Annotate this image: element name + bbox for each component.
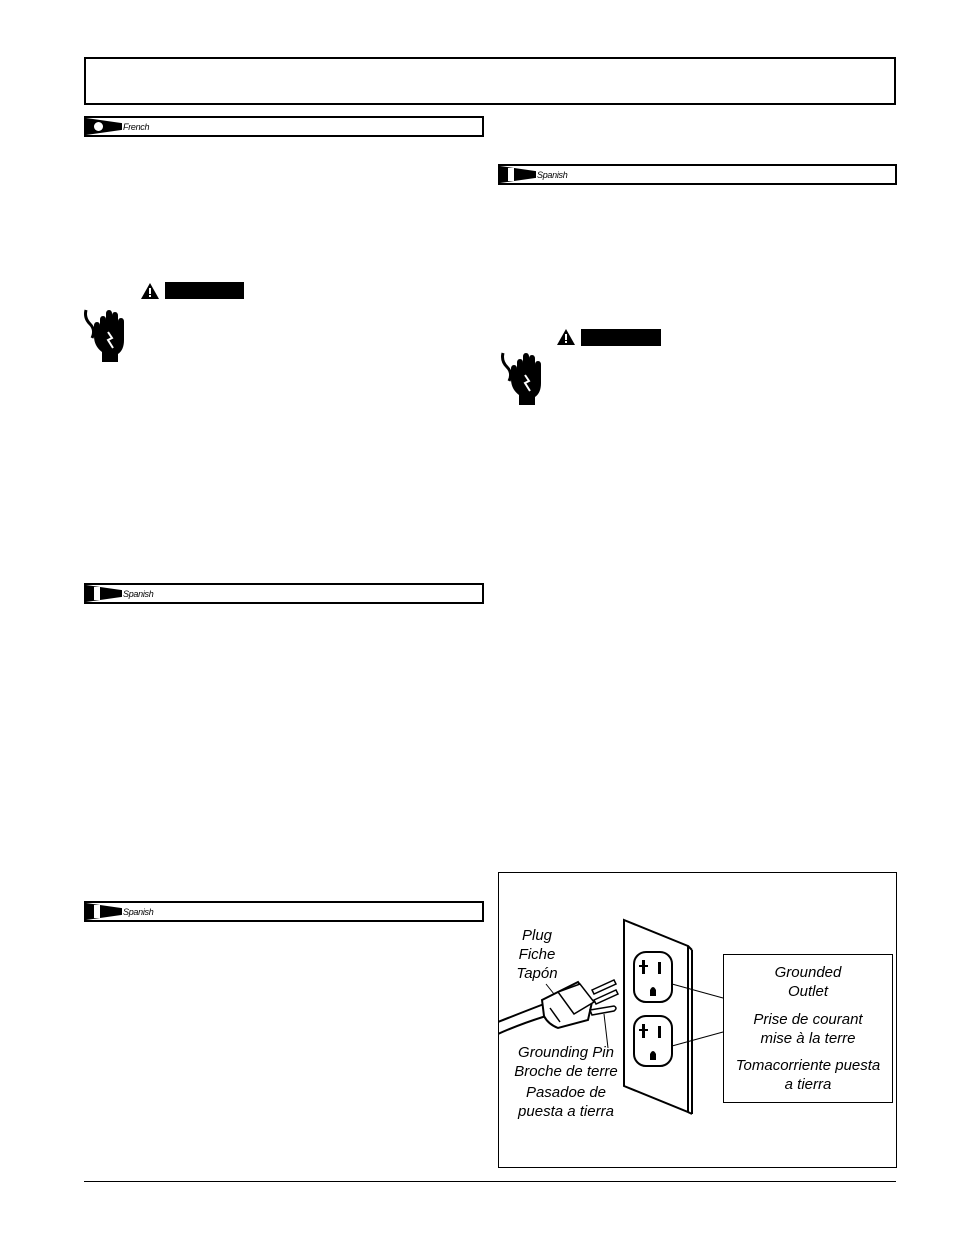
- outlet-label-spanish-line1: Tomacorriente puesta: [735, 1057, 881, 1074]
- warning-triangle-icon: [556, 328, 576, 346]
- outlet-label-spanish-line2: a tierra: [784, 1076, 832, 1093]
- grounding-pin-label: [502, 1043, 630, 1121]
- grounding-pin-french: Broche de terre: [514, 1063, 618, 1080]
- outlet-label-french-line2: mise à la terre: [760, 1030, 856, 1047]
- grounding-pin-spanish-line2: puesta a tierra: [518, 1103, 614, 1120]
- outlet-label-french-line1: Prise de courant: [753, 1011, 863, 1028]
- footer-rule: [84, 1181, 896, 1182]
- language-tab-icon: [86, 118, 122, 135]
- language-label: Spanish: [123, 588, 154, 599]
- grounding-pin-spanish-line1: Pasadoe de: [525, 1084, 607, 1101]
- plug-label-english: Plug: [521, 927, 553, 944]
- outlet-label-english-line1: Grounded: [774, 964, 842, 981]
- outlet-label-spanish: [724, 1056, 892, 1094]
- language-tab-icon: [86, 585, 122, 602]
- language-tab-icon: [86, 903, 122, 920]
- language-label: Spanish: [123, 906, 154, 917]
- language-bar-french: [84, 116, 484, 137]
- language-bar-spanish-right: [498, 164, 897, 185]
- warning-signal-bar: [581, 329, 661, 346]
- warning-signal-bar: [165, 282, 244, 299]
- plug-label: [505, 926, 569, 983]
- plug-label-french: Fiche: [518, 946, 556, 963]
- outlet-label-english-line2: Outlet: [787, 983, 829, 1000]
- outlet-label-english: [724, 963, 892, 1001]
- outlet-label-box: [723, 954, 893, 1103]
- outlet-label-french: [724, 1010, 892, 1048]
- warning-triangle-icon: [140, 282, 160, 300]
- language-bar-spanish-mid: [84, 583, 484, 604]
- page-header-box: [84, 57, 896, 105]
- language-label: French: [123, 121, 150, 132]
- grounding-pin-english: Grounding Pin: [518, 1044, 614, 1061]
- language-tab-icon: [500, 166, 536, 183]
- language-label: Spanish: [537, 169, 568, 180]
- plug-label-spanish: Tapón: [516, 965, 558, 982]
- language-bar-spanish-bottom: [84, 901, 484, 922]
- electric-shock-hand-icon: [499, 351, 547, 407]
- electric-shock-hand-icon: [82, 308, 130, 364]
